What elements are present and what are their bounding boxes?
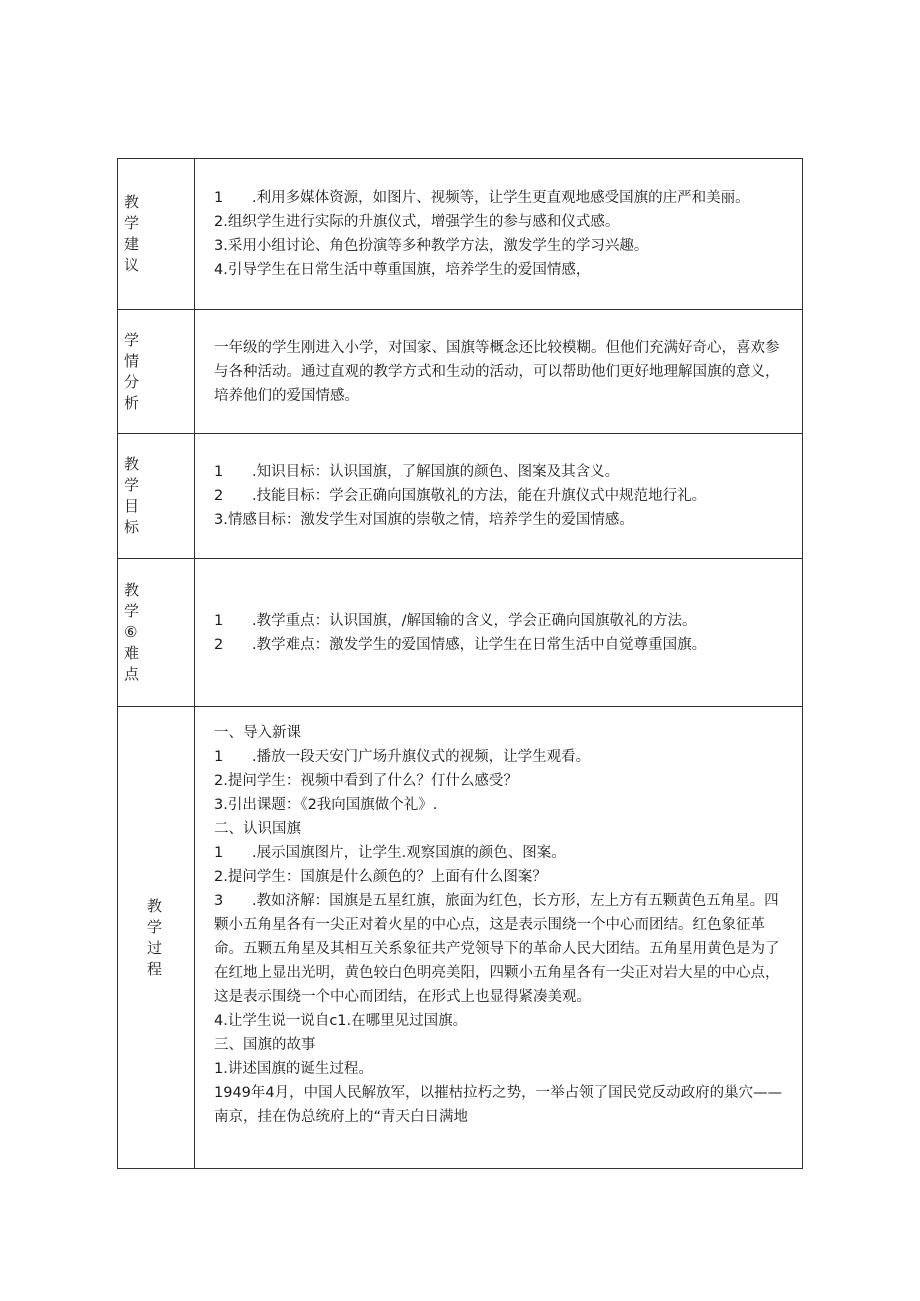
- list-item: 2.组织学生进行实际的升旗仪式，增强学生的参与感和仪式感。: [214, 214, 620, 230]
- label-cell: [118, 707, 195, 1169]
- label-cell: [118, 159, 195, 310]
- row-analysis: [118, 310, 803, 434]
- goals-content: [195, 434, 803, 559]
- label-cell: [118, 310, 195, 434]
- list-item: 4.引导学生在日常生活中尊重国旗，培养学生的爱国情感，: [214, 262, 591, 278]
- list-item: 2.提问学生：视频中看到了什么？仃什么感受？: [214, 773, 518, 789]
- section-heading: 一、导入新课: [214, 725, 301, 741]
- process-content: [195, 707, 803, 1169]
- list-item: 3.采用小组讨论、角色扮演等多种教学方法，激发学生的学习兴趣。: [214, 238, 649, 254]
- list-item: 2 .教学难点：激发学生的爱国情感，让学生在日常生活中自觉尊重国旗。: [214, 636, 707, 653]
- paragraph: 1949年4月，中国人民解放军，以摧枯拉朽之势，一举占领了国民党反动政府的巢穴——南京，挂在伪总统府上的“青天白日满地: [214, 1085, 783, 1125]
- row-process: [118, 707, 803, 1169]
- label-cell: [118, 559, 195, 707]
- list-item: 1 .利用多媒体资源，如图片、视频等，让学生更直观地感受国旗的庄严和美丽。: [214, 190, 750, 206]
- list-item: 1 .教学重点：认识国旗，/解国输的含义，学会正确向国旗敬礼的方法。: [214, 612, 697, 629]
- list-item: 1 .播放一段天安门广场升旗仪式的视频，让学生观看。: [214, 749, 591, 765]
- row-goals: [118, 434, 803, 559]
- section-heading: 二、认识国旗: [214, 821, 301, 837]
- suggestions-content: [195, 159, 803, 310]
- keypoints-content: [195, 559, 803, 707]
- row-label: 教学目标: [124, 455, 140, 536]
- row-label: 教学过程: [147, 896, 163, 978]
- analysis-content: [195, 310, 803, 434]
- list-item: 1 .展示国旗图片，让学生.观察国旗的颜色、图案。: [214, 845, 566, 861]
- paragraph: 一年级的学生刚进入小学，对国家、国旗等概念还比较模糊。但他们充满好奇心，喜欢参与各种活动。通过直观的教学方式和生动的活动，可以帮助他们更好地理解国旗的意义，培养他们的爱国情感。: [214, 339, 780, 404]
- label-cell: [118, 434, 195, 559]
- row-label: 教学建议: [124, 193, 140, 274]
- list-item: 4.让学生说一说自c1.在哪里见过国旗。: [214, 1013, 468, 1029]
- list-item: 3 .教如济解：国旗是五星红旗，旅面为红色，长方形，左上方有五颗黄色五角星。四颗小五角星各有一尖正对着火星的中心点，这是表示围绕一个中心而团结。红色象征革命。五颗五角星及其相互关系象征共产党领导下的革命人民大团结。五角星用黄色是为了在红地上显出光明，黄色较白色明亮美阳，四颗小五角星各有一尖正对岩大星的中心点，这是表示围绕一个中心而团结，在形式上也显得紧凑美观。: [214, 893, 780, 1005]
- row-suggestions: [118, 159, 803, 310]
- section-heading: 三、国旗的故事: [214, 1037, 316, 1053]
- lesson-plan-table: [117, 158, 803, 1169]
- list-item: 3.引出课题：《2我向国旗做个礼》.: [214, 797, 438, 813]
- list-item: 1.讲述国旗的诞生过程。: [214, 1061, 373, 1077]
- row-label: 教学⑥难点: [124, 581, 140, 683]
- list-item: 3.情感目标：激发学生对国旗的崇敬之情，培养学生的爱国情感。: [214, 512, 634, 528]
- row-label: 学情分析: [124, 330, 140, 412]
- list-item: 1 .知识目标：认识国旗，了解国旗的颜色、图案及其含义。: [214, 464, 620, 480]
- list-item: 2 .技能目标：学会正确向国旗敬礼的方法，能在升旗仪式中规范地行礼。: [214, 488, 707, 504]
- list-item: 2.提问学生：国旗是什么颜色的？上面有什么图案？: [214, 869, 547, 885]
- row-keypoints: [118, 559, 803, 707]
